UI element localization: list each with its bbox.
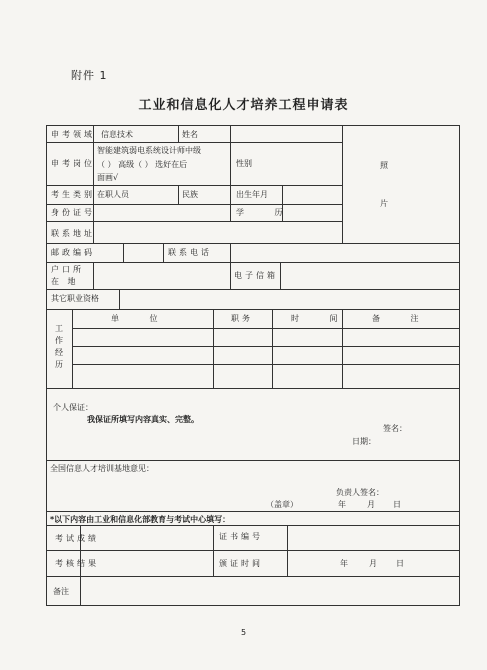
address-label: 联系地址	[51, 229, 95, 238]
name-label: 姓名	[182, 130, 198, 139]
application-form-table	[46, 125, 460, 606]
issue-time-label: 颁证时间	[219, 559, 263, 568]
signature-label: 签名：	[383, 424, 407, 433]
remarks-label: 备注	[53, 587, 69, 596]
hukou-label-line-1: 户口所	[51, 265, 84, 274]
work-col-time: 时 间	[291, 314, 352, 323]
phone-label: 联系电话	[168, 248, 212, 257]
exam-position-line-3: 面画√	[97, 173, 119, 182]
exam-field-label: 申考领域	[51, 130, 95, 139]
exam-score-label: 考试成绩	[55, 534, 99, 543]
seal-label: （盖章）	[266, 500, 298, 509]
ethnicity-label: 民族	[182, 190, 198, 199]
birth-label: 出生年月	[236, 190, 268, 199]
hukou-label-line-2: 在 地	[51, 277, 79, 286]
gender-label: 性别	[236, 159, 252, 168]
responsible-sign-label: 负责人签名：	[336, 488, 384, 497]
work-col-position: 职务	[231, 314, 253, 323]
cert-number-label: 证书编号	[219, 532, 263, 541]
photo-label-top: 照	[380, 161, 388, 170]
date-label: 日期：	[352, 437, 376, 446]
page-number: 5	[240, 628, 247, 637]
opinion-month-label: 月	[367, 500, 375, 509]
photo-label-bottom: 片	[380, 199, 388, 208]
candidate-type-value: 在职人员	[97, 190, 129, 199]
exam-position-line-2: （ ） 高级（ ） 选好在后	[97, 160, 188, 169]
issue-month-label: 月	[369, 559, 377, 568]
exam-field-value: 信息技术	[101, 130, 133, 139]
form-title: 工业和信息化人才培养工程申请表	[138, 98, 349, 113]
id-number-label: 身份证号	[51, 208, 95, 217]
issue-year-label: 年	[340, 559, 348, 568]
work-col-unit: 单 位	[111, 314, 172, 323]
work-history-label: 工作经历	[55, 324, 63, 369]
email-label: 电子信箱	[234, 271, 278, 280]
candidate-type-label: 考生类别	[51, 190, 95, 199]
education-label: 学 历	[236, 208, 297, 217]
qualification-label: 其它职业资格	[51, 294, 99, 303]
postcode-label: 邮政编码	[51, 248, 95, 257]
exam-position-label: 申考岗位	[51, 159, 95, 168]
opinion-year-label: 年	[338, 500, 346, 509]
center-note: *以下内容由工业和信息化部教育与考试中心填写：	[50, 515, 231, 524]
guarantee-label: 个人保证：	[53, 403, 93, 412]
opinion-day-label: 日	[393, 500, 401, 509]
exam-position-line-1: 智能建筑弱电系统设计师中级	[97, 146, 201, 155]
base-opinion-label: 全国信息人才培训基地意见：	[50, 464, 154, 473]
issue-day-label: 日	[396, 559, 404, 568]
assessment-label: 考核结果	[55, 559, 99, 568]
work-col-notes: 备 注	[372, 314, 433, 323]
guarantee-text: 我保证所填写内容真实、完整。	[87, 415, 199, 424]
annex-label: 附件 1	[71, 69, 108, 82]
